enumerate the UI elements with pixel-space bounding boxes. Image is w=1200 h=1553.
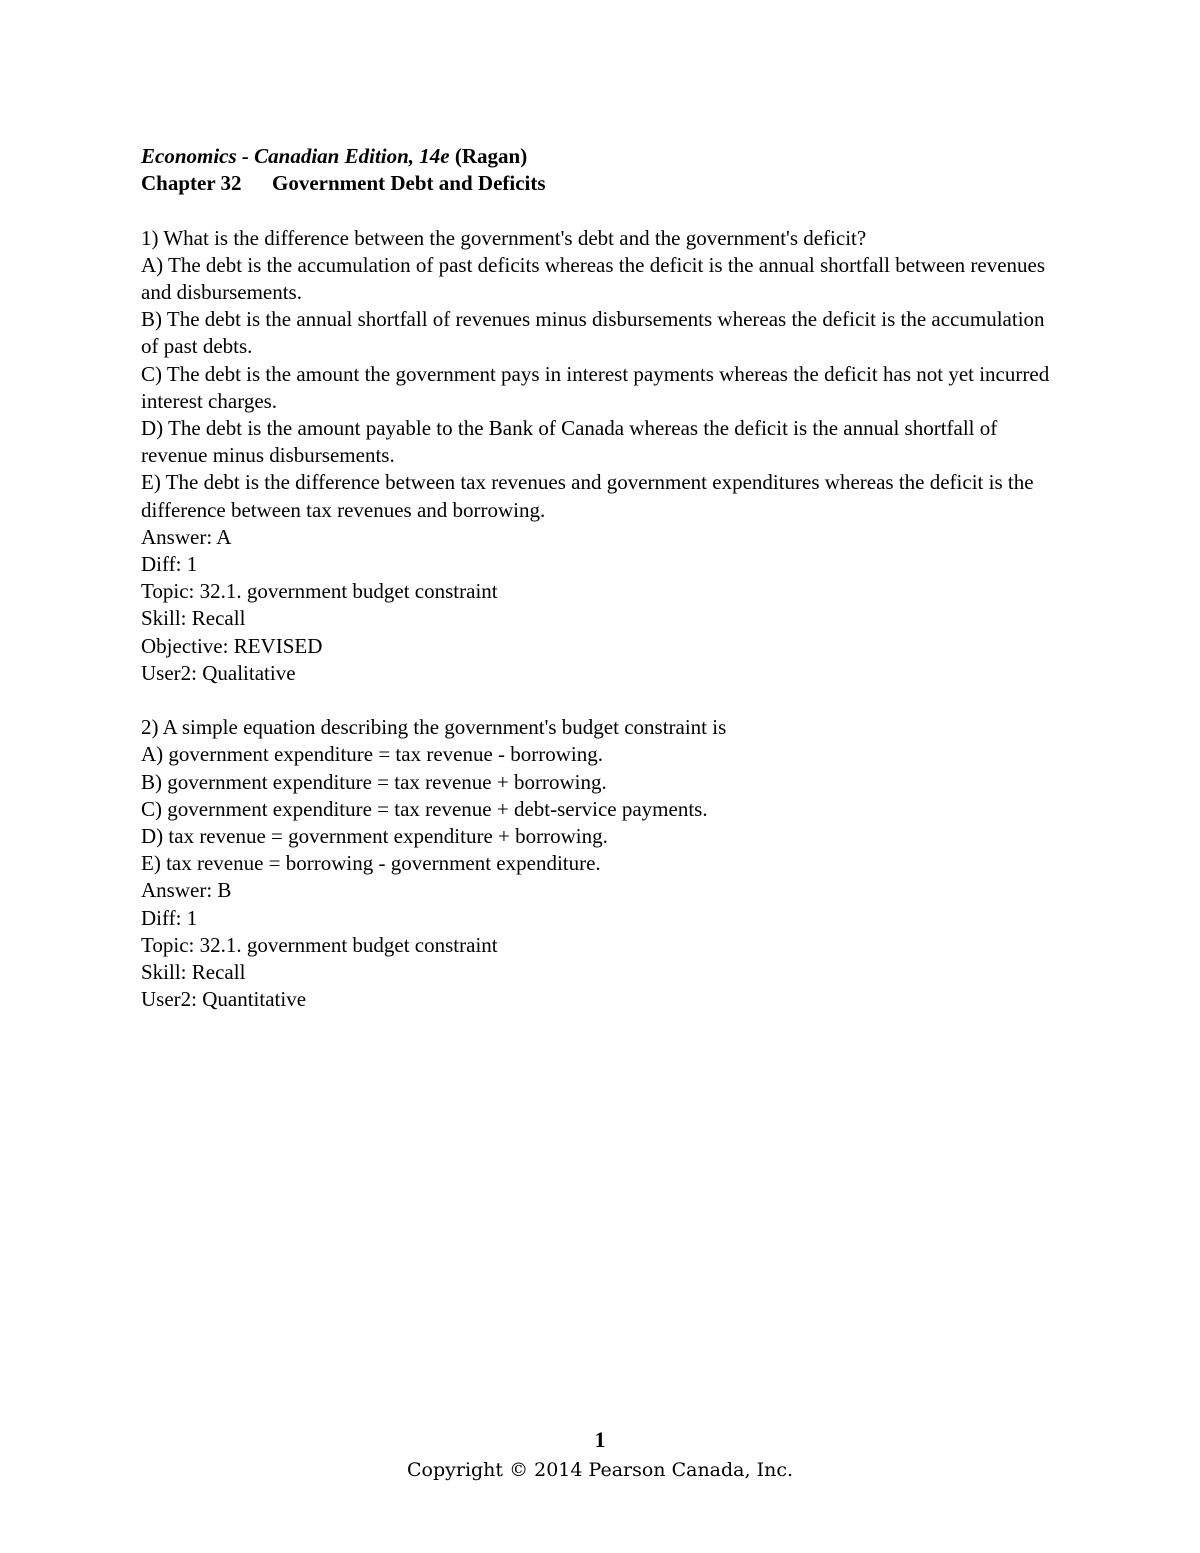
question-1 — [141, 225, 1061, 687]
chapter-label: Chapter 32 — [141, 171, 242, 196]
objective: Objective: REVISED — [141, 633, 323, 658]
answer-option-e: E) The debt is the difference between tax revenues and government expenditures whereas the deficit is the difference between tax revenues and borrowing. — [141, 470, 1034, 522]
user2: User2: Quantitative — [141, 987, 307, 1012]
user2: User2: Qualitative — [141, 660, 296, 685]
book-author: (Ragan) — [454, 144, 528, 168]
answer-option-b: B) government expenditure = tax revenue + borrowing. — [141, 769, 607, 794]
answer-option-d: D) The debt is the amount payable to the Bank of Canada whereas the deficit is the annual shortfall of revenue minus disbursements. — [141, 416, 998, 468]
answer-option-a: A) government expenditure = tax revenue - borrowing. — [141, 742, 604, 767]
topic: Topic: 32.1. government budget constraint — [141, 932, 498, 957]
answer-option-d: D) tax revenue = government expenditure + borrowing. — [141, 824, 608, 849]
chapter-title: Government Debt and Deficits — [272, 171, 546, 196]
skill: Skill: Recall — [141, 960, 246, 985]
question-2 — [141, 714, 1061, 1013]
question-stem: 2) A simple equation describing the government's budget constraint is — [141, 715, 727, 740]
copyright-notice: Copyright © 2014 Pearson Canada, Inc. — [406, 1459, 793, 1481]
answer-key: Answer: B — [141, 878, 232, 903]
difficulty: Diff: 1 — [141, 905, 198, 930]
answer-option-e: E) tax revenue = borrowing - government expenditure. — [141, 851, 601, 876]
question-stem: 1) What is the difference between the government's debt and the government's deficit? — [141, 225, 867, 250]
chapter-heading — [141, 170, 1061, 197]
book-title-line — [141, 143, 1061, 170]
answer-option-c: C) The debt is the amount the government pays in interest payments whereas the deficit has not yet incurred interest charges. — [141, 361, 1050, 413]
answer-option-a: A) The debt is the accumulation of past deficits whereas the deficit is the annual shortfall between revenues and disbursements. — [141, 252, 1046, 304]
topic: Topic: 32.1. government budget constraint — [141, 579, 498, 604]
spacer — [141, 687, 1061, 714]
book-title: Economics - Canadian Edition, 14e — [141, 144, 450, 168]
spacer — [141, 197, 1061, 224]
answer-key: Answer: A — [141, 524, 232, 549]
answer-option-c: C) government expenditure = tax revenue + debt-service payments. — [141, 796, 708, 821]
skill: Skill: Recall — [141, 606, 246, 631]
page-number: 1 — [594, 1427, 606, 1452]
difficulty: Diff: 1 — [141, 552, 198, 577]
page-content — [141, 143, 1061, 1013]
answer-option-b: B) The debt is the annual shortfall of revenues minus disbursements whereas the deficit is the accumulation of past debts. — [141, 307, 1045, 359]
